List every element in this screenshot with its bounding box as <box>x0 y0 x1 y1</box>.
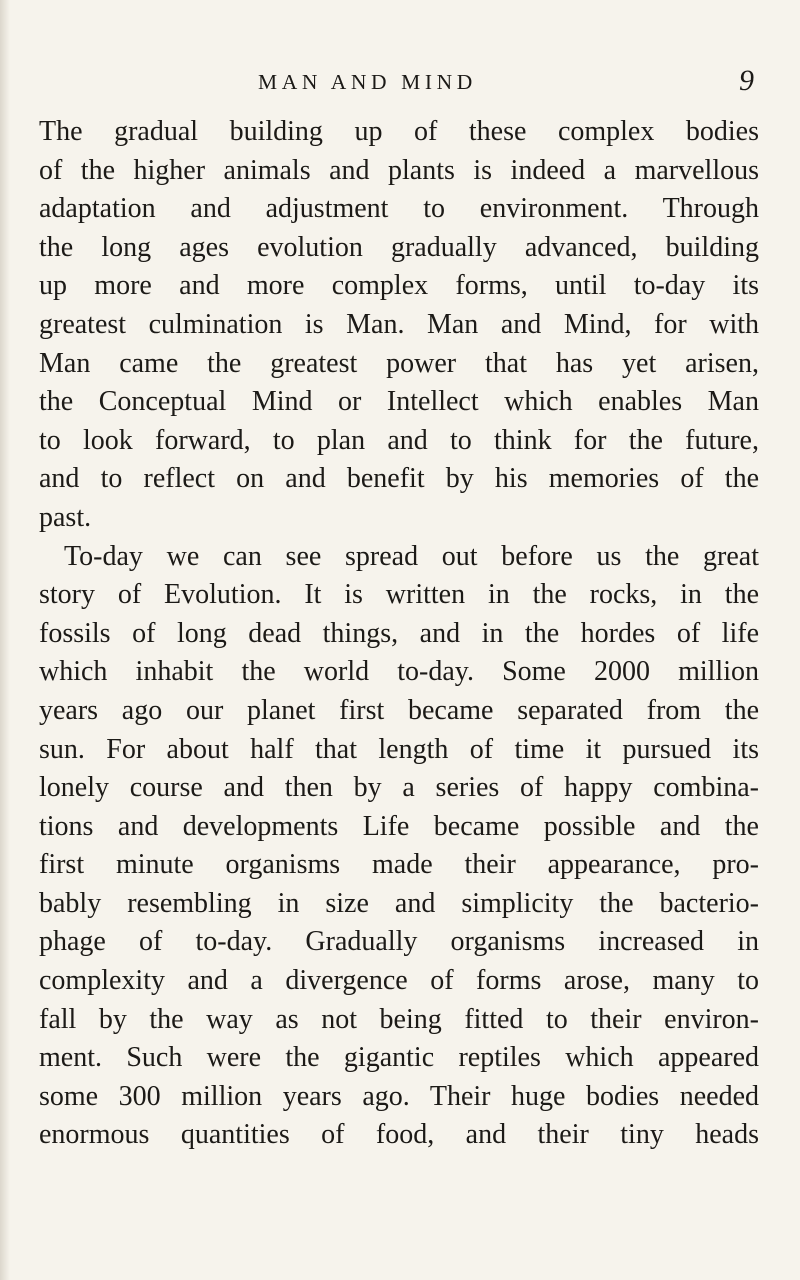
paragraph-2 <box>39 538 759 1156</box>
text-line: Man came the greatest power that has yet arisen, <box>39 347 759 379</box>
text-line: enormous quantities of food, and their tiny heads <box>39 1119 759 1151</box>
text-line: past. <box>39 501 92 533</box>
text-line: of the higher animals and plants is indeed a marvellous <box>39 154 759 186</box>
text-line: some 300 million years ago. Their huge bodies needed <box>39 1080 759 1112</box>
text-line: fall by the way as not being fitted to their environ- <box>39 1003 759 1035</box>
text-line: years ago our planet first became separated from the <box>39 694 759 726</box>
text-line: The gradual building up of these complex bodies <box>39 116 759 147</box>
text-line: and to reflect on and benefit by his memories of the <box>39 463 759 495</box>
page-edge-shadow <box>0 0 10 1280</box>
text-line: To-day we can see spread out before us the great <box>64 540 759 572</box>
text-line: lonely course and then by a series of happy combina- <box>39 772 759 804</box>
text-line: tions and developments Life became possible and the <box>39 810 759 842</box>
text-line: fossils of long dead things, and in the hordes of life <box>39 617 759 649</box>
text-line: complexity and a divergence of forms arose, many to <box>39 965 759 997</box>
text-line: first minute organisms made their appearance, pro- <box>39 849 759 881</box>
paragraph-1 <box>39 113 759 538</box>
page-number: 9 <box>739 64 754 97</box>
text-line: sun. For about half that length of time it pursued its <box>39 733 759 765</box>
text-line: greatest culmination is Man. Man and Mind, for with <box>39 308 759 340</box>
text-line: adaptation and adjustment to environment. Through <box>39 193 759 225</box>
text-line: story of Evolution. It is written in the rocks, in the <box>39 579 759 611</box>
text-line: which inhabit the world to-day. Some 2000 million <box>39 656 759 688</box>
text-line: up more and more complex forms, until to-day its <box>39 270 759 302</box>
text-line: phage of to-day. Gradually organisms increased in <box>39 926 759 958</box>
text-line: bably resembling in size and simplicity the bacterio- <box>39 887 759 919</box>
text-line: the Conceptual Mind or Intellect which enables Man <box>39 386 759 418</box>
body-text <box>39 113 759 1155</box>
text-line: to look forward, to plan and to think for the future, <box>39 424 759 456</box>
running-head <box>0 64 800 104</box>
text-line: ment. Such were the gigantic reptiles which appeared <box>39 1042 759 1074</box>
text-line: the long ages evolution gradually advanced, building <box>39 231 759 263</box>
running-title: MAN AND MIND <box>258 70 477 94</box>
